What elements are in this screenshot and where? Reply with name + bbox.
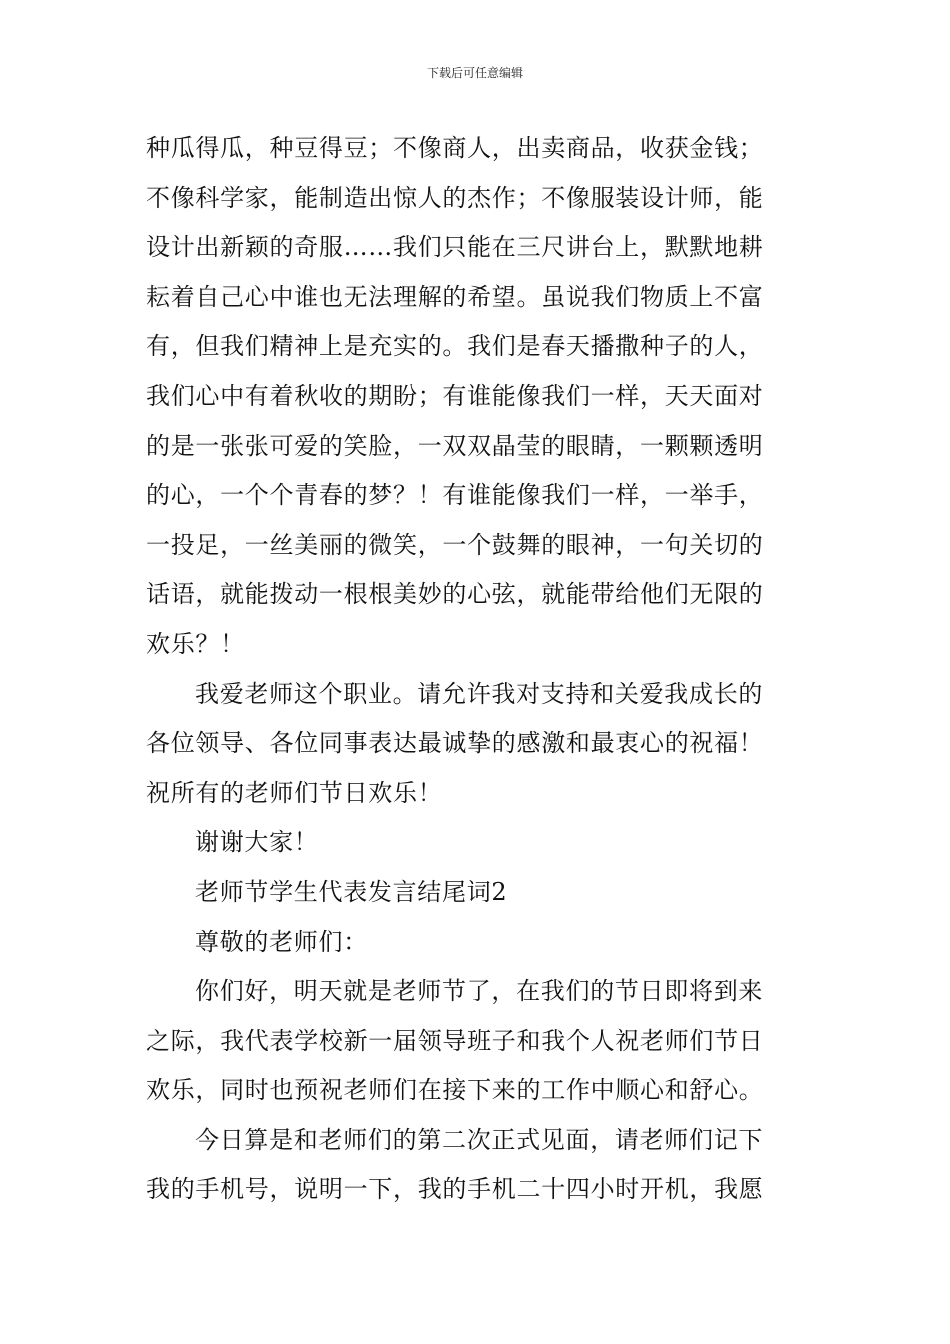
text-line: 欢乐？！: [146, 629, 245, 658]
text-line: 的是一张张可爱的笑脸，一双双晶莹的眼睛，一颗颗透明: [146, 431, 764, 460]
text-line: 尊敬的老师们：: [195, 927, 368, 956]
salutation: [146, 918, 811, 968]
text-line: 我们心中有着秋收的期盼；有谁能像我们一样，天天面对: [146, 381, 764, 410]
text-line: 的心，一个个青春的梦？！有谁能像我们一样，一举手，: [146, 481, 764, 510]
text-line: 老师节学生代表发言结尾词2: [195, 877, 508, 906]
page-header: 下载后可任意编辑: [426, 66, 523, 80]
text-line: 我的手机号，说明一下，我的手机二十四小时开机，我愿: [146, 1175, 764, 1204]
text-line: 谢谢大家！: [195, 828, 319, 857]
paragraph: [146, 967, 811, 1116]
text-line: 一投足，一丝美丽的微笑，一个鼓舞的眼神，一句关切的: [146, 530, 764, 559]
paragraph: [146, 818, 811, 868]
section-title: [146, 868, 811, 918]
paragraph: [146, 124, 811, 670]
text-line: 之际，我代表学校新一届领导班子和我个人祝老师们节日: [146, 1026, 764, 1055]
text-line: 话语，就能拨动一根根美妙的心弦，就能带给他们无限的: [146, 580, 764, 609]
text-line: 设计出新颖的奇服……我们只能在三尺讲台上，默默地耕: [146, 233, 764, 262]
paragraph: [146, 670, 811, 819]
text-line: 耘着自己心中谁也无法理解的希望。虽说我们物质上不富: [146, 282, 764, 311]
text-line: 欢乐，同时也预祝老师们在接下来的工作中顺心和舒心。: [146, 1076, 764, 1105]
text-line: 你们好，明天就是老师节了，在我们的节日即将到来: [195, 977, 764, 1006]
text-line: 种瓜得瓜，种豆得豆；不像商人，出卖商品，收获金钱；: [146, 134, 764, 162]
text-line: 有，但我们精神上是充实的。我们是春天播撒种子的人，: [146, 332, 764, 361]
text-line: 今日算是和老师们的第二次正式见面，请老师们记下: [195, 1125, 764, 1154]
text-line: 各位领导、各位同事表达最诚挚的感激和最衷心的祝福！: [146, 729, 764, 758]
paragraph: [146, 1116, 811, 1215]
text-line: 我爱老师这个职业。请允许我对支持和关爱我成长的: [195, 679, 764, 708]
text-line: 祝所有的老师们节日欢乐！: [146, 778, 443, 807]
text-line: 不像科学家，能制造出惊人的杰作；不像服装设计师，能: [146, 183, 764, 212]
document-body: [146, 124, 811, 1215]
